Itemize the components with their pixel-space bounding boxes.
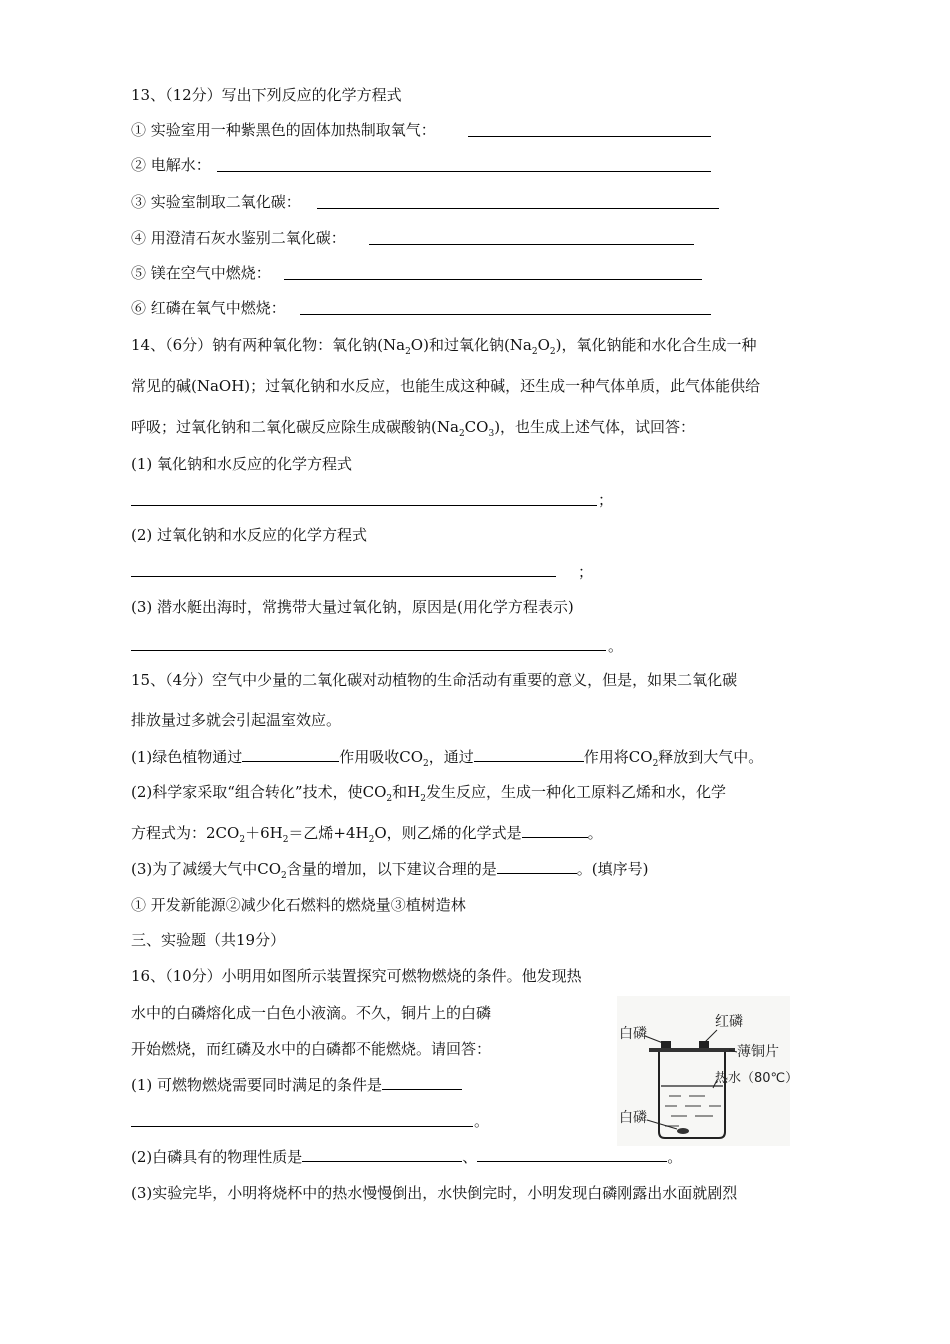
q16-sub-1-blank-2[interactable] bbox=[131, 1126, 473, 1127]
white-phosphorus-top bbox=[661, 1041, 671, 1048]
q14-intro-1a: 14、（6分）钠有两种氧化物：氧化钠(Na bbox=[131, 336, 406, 354]
q16-sub-2-blank-2[interactable] bbox=[477, 1146, 667, 1162]
q16-line-2: 水中的白磷熔化成一白色小液滴。不久，铜片上的白磷 bbox=[131, 1004, 492, 1022]
q16-sub-1-blank-1[interactable] bbox=[382, 1074, 462, 1090]
q14-sub-2-end: ； bbox=[578, 563, 594, 581]
section-3-heading: 三、实验题（共19分） bbox=[131, 931, 286, 949]
q15-p1e: 释放到大气中。 bbox=[658, 748, 764, 766]
q13-item-3 bbox=[131, 192, 301, 212]
white-phosphorus-bottom bbox=[677, 1128, 689, 1134]
q15-intro-line-1: 15、（4分）空气中少量的二氧化碳对动植物的生命活动有重要的意义，但是，如果二氧化碳 bbox=[131, 671, 738, 689]
q15-p3b: 含量的增加，以下建议合理的是 bbox=[286, 860, 497, 878]
q15-p2l2e: 。 bbox=[587, 824, 603, 842]
copper-sheet bbox=[649, 1048, 735, 1052]
beaker-outline bbox=[659, 1050, 725, 1138]
sub-2: 2 bbox=[239, 835, 246, 845]
q15-answer-blank[interactable] bbox=[497, 858, 577, 874]
q13-item-2 bbox=[131, 155, 211, 175]
q15-p2c: 发生反应，生成一种化工原料乙烯和水，化学 bbox=[425, 783, 726, 801]
q15-options: ① 开发新能源②减少化石燃料的燃烧量③植树造林 bbox=[131, 896, 466, 914]
q16-sub-2-end: 。 bbox=[667, 1148, 683, 1166]
q13-item-2-blank[interactable] bbox=[217, 171, 711, 172]
sub-2: 2 bbox=[652, 759, 659, 769]
beaker-diagram bbox=[617, 996, 790, 1146]
sub-3: 3 bbox=[488, 429, 495, 439]
label-red-phosphorus: 红磷 bbox=[715, 1014, 743, 1030]
q13-item-5-text: ⑤ 镁在空气中燃烧： bbox=[131, 264, 271, 282]
q13-item-4-blank[interactable] bbox=[369, 244, 694, 245]
q16-sub-1-text: (1) 可燃物燃烧需要同时满足的条件是 bbox=[131, 1076, 383, 1094]
q15-intro-line-2: 排放量过多就会引起温室效应。 bbox=[131, 711, 342, 729]
q15-part-1 bbox=[131, 746, 763, 767]
q16-sub-2-text: (2)白磷具有的物理性质是 bbox=[131, 1148, 303, 1166]
q15-p1-blank-1[interactable] bbox=[242, 746, 339, 762]
q14-intro-line-1 bbox=[131, 335, 757, 355]
sub-2: 2 bbox=[420, 794, 426, 804]
q15-part-3 bbox=[131, 858, 649, 879]
q14-sub-2-blank[interactable] bbox=[131, 576, 556, 577]
q13-item-1 bbox=[131, 120, 436, 140]
sub-2: 2 bbox=[282, 835, 289, 845]
q15-part-2 bbox=[131, 782, 726, 802]
sub-2: 2 bbox=[386, 794, 393, 804]
sub-2: 2 bbox=[458, 429, 465, 439]
q14-sub-1-end: ； bbox=[598, 491, 614, 509]
q15-p2l2c: ＝乙烯+4H bbox=[288, 824, 369, 842]
q13-item-3-text: ③ 实验室制取二氧化碳： bbox=[131, 193, 301, 211]
q14-intro-3c: )，也生成上述气体，试回答： bbox=[494, 418, 696, 436]
q15-p1c: ，通过 bbox=[428, 748, 474, 766]
q16-sub-2 bbox=[131, 1146, 682, 1167]
q14-sub-2: (2) 过氧化钠和水反应的化学方程式 bbox=[131, 526, 368, 544]
q15-p1a: (1)绿色植物通过 bbox=[131, 748, 243, 766]
q13-item-6-blank[interactable] bbox=[300, 314, 711, 315]
sub-2: 2 bbox=[405, 347, 411, 357]
q14-intro-3b: CO bbox=[464, 418, 489, 436]
q14-intro-1b: O)和过氧化钠(Na bbox=[410, 336, 532, 354]
q15-p3c: 。(填序号) bbox=[576, 860, 649, 878]
label-white-phosphorus-bottom: 白磷 bbox=[619, 1110, 647, 1126]
q14-intro-1d: )，氧化钠能和水化合生成一种 bbox=[555, 336, 757, 354]
red-phosphorus bbox=[699, 1041, 709, 1048]
q16-sub-2-sep: 、 bbox=[462, 1148, 478, 1166]
q14-intro-line-2: 常见的碱(NaOH)；过氧化钠和水反应，也能生成这种碱，还生成一种气体单质，此气体能供给 bbox=[131, 377, 761, 395]
q16-line-3: 开始燃烧，而红磷及水中的白磷都不能燃烧。请回答： bbox=[131, 1040, 492, 1058]
q15-part-2-line-2 bbox=[131, 822, 603, 843]
q13-item-2-text: ② 电解水： bbox=[131, 156, 211, 174]
label-copper-sheet: 薄铜片 bbox=[737, 1044, 779, 1060]
q15-p2l2b: ＋6H bbox=[245, 824, 283, 842]
q15-p2l2d: O，则乙烯的化学式是 bbox=[374, 824, 522, 842]
label-white-phosphorus-top: 白磷 bbox=[619, 1026, 647, 1042]
q13-item-4 bbox=[131, 228, 346, 248]
q16-sub-1-end: 。 bbox=[474, 1112, 490, 1130]
q13-title: 13、（12分）写出下列反应的化学方程式 bbox=[131, 86, 402, 104]
q13-item-1-blank[interactable] bbox=[468, 136, 711, 137]
q16-sub-2-blank-1[interactable] bbox=[302, 1146, 462, 1162]
q14-sub-3: (3) 潜水艇出海时，常携带大量过氧化钠，原因是(用化学方程表示) bbox=[131, 598, 574, 616]
q15-p1d: 作用将CO bbox=[583, 748, 653, 766]
q15-p2a: (2)科学家采取“组合转化”技术，使CO bbox=[131, 783, 387, 801]
q15-p1b: 作用吸收CO bbox=[339, 748, 424, 766]
q14-intro-1c: O bbox=[537, 336, 550, 354]
q14-sub-3-blank[interactable] bbox=[131, 650, 606, 651]
sub-2: 2 bbox=[549, 347, 556, 357]
q15-p2l2a: 方程式为：2CO bbox=[131, 824, 240, 842]
q16-sub-3: (3)实验完毕，小明将烧杯中的热水慢慢倒出，水快倒完时，小明发现白磷刚露出水面就剧烈 bbox=[131, 1184, 738, 1202]
q15-p3a: (3)为了减缓大气中CO bbox=[131, 860, 282, 878]
q14-sub-1-blank[interactable] bbox=[131, 505, 597, 506]
q16-line-1: 16、（10分）小明用如图所示装置探究可燃物燃烧的条件。他发现热 bbox=[131, 967, 582, 985]
sub-2: 2 bbox=[281, 871, 287, 881]
q14-intro-3a: 呼吸；过氧化钠和二氧化碳反应除生成碳酸钠(Na bbox=[131, 418, 459, 436]
sub-2: 2 bbox=[368, 835, 375, 845]
q15-p2b: 和H bbox=[392, 783, 421, 801]
q14-sub-3-end: 。 bbox=[608, 637, 624, 655]
q16-sub-1 bbox=[131, 1074, 462, 1095]
q13-item-5-blank[interactable] bbox=[284, 279, 702, 280]
q15-formula-blank[interactable] bbox=[522, 822, 588, 838]
q13-item-1-text: ① 实验室用一种紫黑色的固体加热制取氧气： bbox=[131, 121, 436, 139]
q15-p1-blank-2[interactable] bbox=[474, 746, 584, 762]
q13-item-3-blank[interactable] bbox=[317, 208, 719, 209]
q13-item-6-text: ⑥ 红磷在氧气中燃烧： bbox=[131, 299, 286, 317]
sub-2: 2 bbox=[423, 759, 429, 769]
q13-item-4-text: ④ 用澄清石灰水鉴别二氧化碳： bbox=[131, 229, 346, 247]
label-hot-water: 热水（80℃） bbox=[715, 1071, 790, 1086]
q13-item-6 bbox=[131, 298, 286, 318]
q14-intro-line-3 bbox=[131, 417, 695, 437]
q13-item-5 bbox=[131, 263, 271, 283]
q14-sub-1: (1) 氧化钠和水反应的化学方程式 bbox=[131, 455, 353, 473]
sub-2: 2 bbox=[531, 347, 538, 357]
experiment-figure bbox=[617, 996, 790, 1146]
